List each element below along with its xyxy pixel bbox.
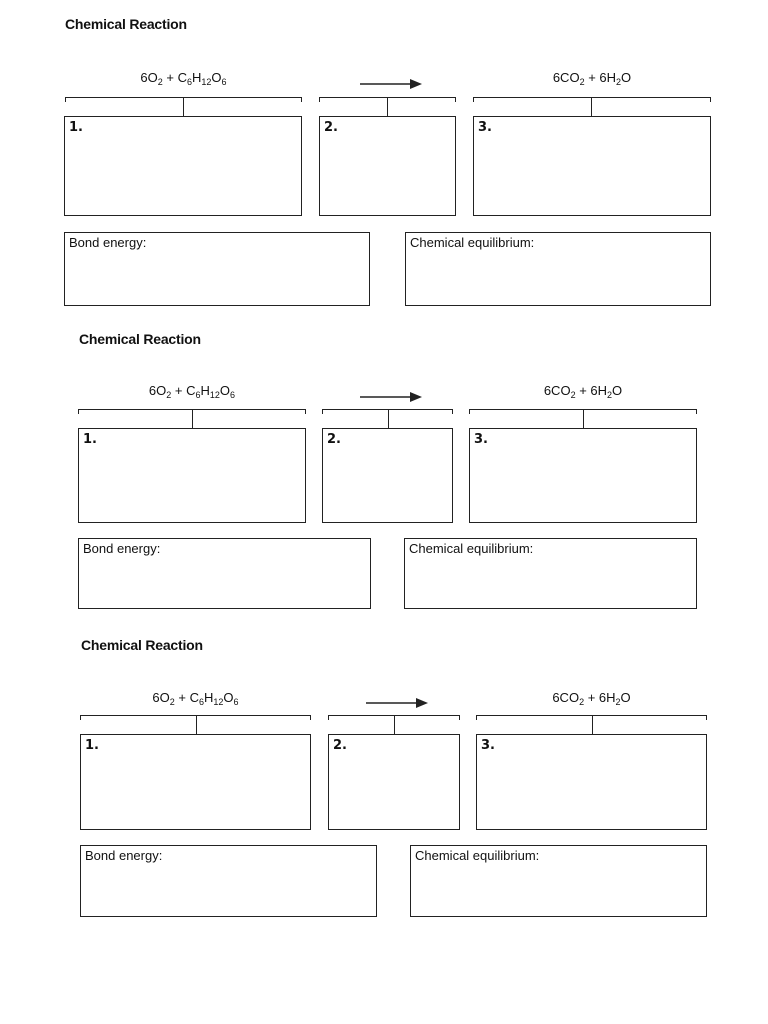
bracket-stem-3 bbox=[592, 716, 593, 734]
box-number: 1. bbox=[83, 432, 97, 447]
bond-energy-label: Bond energy: bbox=[69, 235, 147, 250]
section-title: Chemical Reaction bbox=[65, 16, 187, 32]
chemical-equilibrium-label: Chemical equilibrium: bbox=[410, 235, 535, 250]
products-formula: $6CO_2 + 6H_2O$ bbox=[543, 383, 623, 400]
reactants-formula: $6O_2 + C_6H_{12}O_6$ bbox=[140, 70, 227, 87]
answer-box-3[interactable] bbox=[469, 428, 697, 523]
box-number: 3. bbox=[478, 120, 492, 135]
bracket-stem-1 bbox=[196, 716, 197, 734]
box-number: 1. bbox=[85, 738, 99, 753]
bracket-stem-1 bbox=[192, 410, 193, 428]
products-formula: $6CO_2 + 6H_2O$ bbox=[552, 690, 631, 707]
answer-box-1[interactable] bbox=[80, 734, 311, 830]
bracket-stem-2 bbox=[388, 410, 389, 428]
box-number: 2. bbox=[333, 738, 347, 753]
chemical-equilibrium-label: Chemical equilibrium: bbox=[409, 541, 534, 556]
products-formula: $6CO_2 + 6H_2O$ bbox=[552, 70, 632, 87]
chemical-equilibrium-label: Chemical equilibrium: bbox=[415, 848, 540, 863]
bond-energy-box[interactable] bbox=[78, 538, 371, 609]
bond-energy-label: Bond energy: bbox=[83, 541, 161, 556]
answer-box-3[interactable] bbox=[476, 734, 707, 830]
answer-box-1[interactable] bbox=[78, 428, 306, 523]
bracket-stem-2 bbox=[394, 716, 395, 734]
right-arrow-icon bbox=[358, 390, 424, 404]
box-number: 3. bbox=[481, 738, 495, 753]
reactants-formula: $6O_2 + C_6H_{12}O_6$ bbox=[148, 383, 236, 400]
box-number: 1. bbox=[69, 120, 83, 135]
box-number: 2. bbox=[324, 120, 338, 135]
section-title: Chemical Reaction bbox=[79, 331, 201, 347]
chemical-equilibrium-box[interactable] bbox=[410, 845, 707, 917]
section-title: Chemical Reaction bbox=[81, 637, 203, 653]
box-number: 3. bbox=[474, 432, 488, 447]
right-arrow-icon bbox=[364, 696, 430, 710]
answer-box-2[interactable] bbox=[322, 428, 453, 523]
chemical-equilibrium-box[interactable] bbox=[404, 538, 697, 609]
bond-energy-label: Bond energy: bbox=[85, 848, 163, 863]
bracket-stem-3 bbox=[583, 410, 584, 428]
box-number: 2. bbox=[327, 432, 341, 447]
bond-energy-box[interactable] bbox=[80, 845, 377, 917]
answer-box-2[interactable] bbox=[328, 734, 460, 830]
reactants-formula: $6O_2 + C_6H_{12}O_6$ bbox=[152, 690, 239, 707]
